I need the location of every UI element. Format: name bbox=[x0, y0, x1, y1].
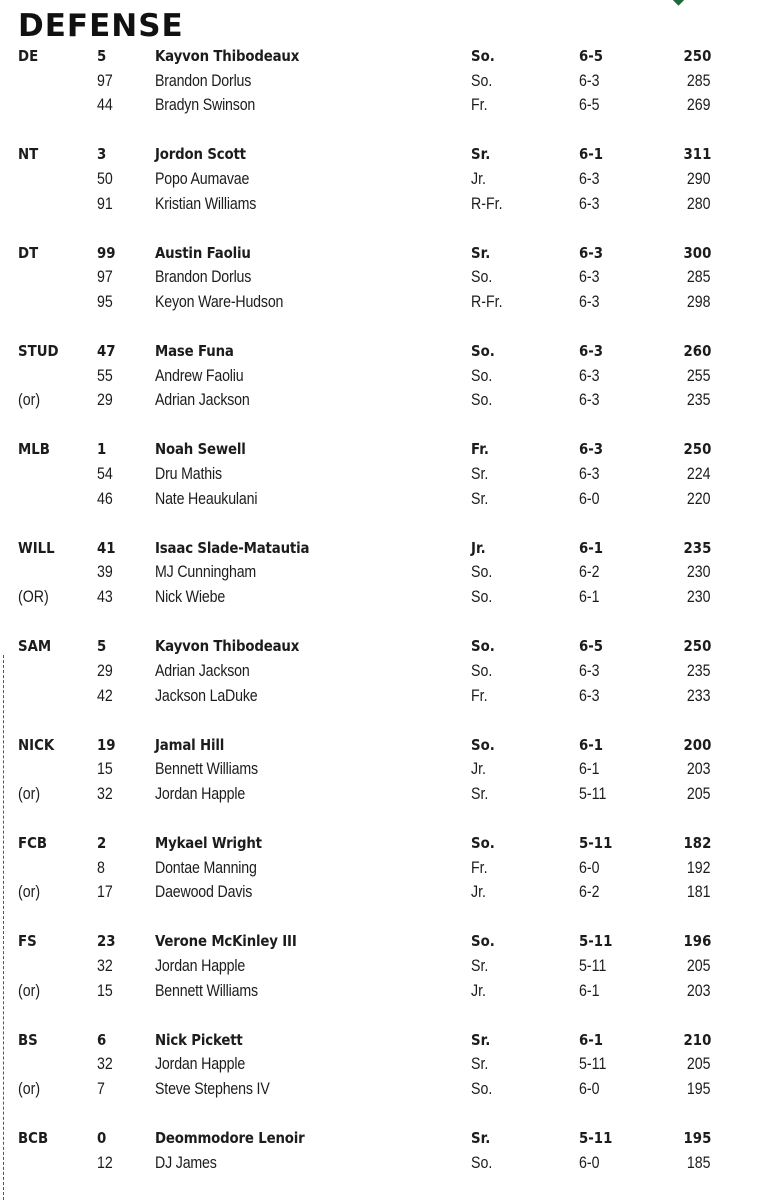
player-name: Bradyn Swinson bbox=[155, 96, 256, 115]
position-label: DE bbox=[18, 47, 39, 65]
player-weight: 203 bbox=[687, 760, 711, 779]
player-number: 32 bbox=[97, 956, 113, 975]
backup-row bbox=[0, 659, 757, 684]
position-label: MLB bbox=[18, 440, 50, 459]
player-weight: 285 bbox=[687, 71, 711, 90]
player-height: 6-3 bbox=[579, 194, 600, 213]
player-height: 6-1 bbox=[579, 1030, 604, 1049]
player-weight: 205 bbox=[687, 784, 711, 803]
starter-row bbox=[0, 634, 757, 659]
starter-row bbox=[0, 733, 757, 758]
player-class: Fr. bbox=[471, 858, 488, 877]
group-spacer bbox=[0, 413, 757, 437]
player-number: 8 bbox=[97, 858, 105, 877]
player-name: Dru Mathis bbox=[155, 465, 222, 484]
player-name: MJ Cunningham bbox=[155, 563, 257, 582]
starter-row bbox=[0, 1028, 757, 1053]
player-name: Brandon Dorlus bbox=[155, 71, 252, 90]
player-height: 5-11 bbox=[579, 1055, 607, 1074]
player-class: Sr. bbox=[471, 145, 491, 164]
player-height: 6-3 bbox=[579, 71, 600, 90]
player-height: 6-2 bbox=[579, 563, 600, 582]
position-label: STUD bbox=[18, 342, 59, 361]
player-height: 6-3 bbox=[579, 293, 600, 312]
player-number: 19 bbox=[97, 735, 116, 754]
player-weight: 182 bbox=[683, 833, 711, 852]
player-height: 5-11 bbox=[579, 956, 607, 975]
backup-row bbox=[0, 93, 757, 118]
player-name: Verone McKinley III bbox=[155, 932, 297, 951]
backup-row bbox=[0, 462, 757, 487]
player-weight: 250 bbox=[683, 637, 711, 656]
position-label: BS bbox=[18, 1030, 38, 1049]
player-name: Dontae Manning bbox=[155, 858, 257, 877]
player-number: 29 bbox=[97, 391, 113, 410]
player-name: Austin Faoliu bbox=[155, 243, 251, 262]
player-height: 6-0 bbox=[579, 489, 600, 508]
player-class: R-Fr. bbox=[471, 194, 503, 213]
backup-row bbox=[0, 856, 757, 881]
player-number: 17 bbox=[97, 883, 113, 902]
backup-row bbox=[0, 69, 757, 94]
player-number: 44 bbox=[97, 96, 113, 115]
backup-row bbox=[0, 364, 757, 389]
player-height: 6-1 bbox=[579, 538, 604, 557]
player-height: 6-3 bbox=[579, 686, 600, 705]
player-class: So. bbox=[471, 366, 493, 385]
player-number: 91 bbox=[97, 194, 113, 213]
player-height: 6-5 bbox=[579, 96, 600, 115]
player-name: Nick Wiebe bbox=[155, 588, 226, 607]
player-class: So. bbox=[471, 1079, 493, 1098]
player-number: 97 bbox=[97, 71, 113, 90]
player-class: So. bbox=[471, 735, 495, 754]
backup-row bbox=[0, 1052, 757, 1077]
player-number: 2 bbox=[97, 833, 107, 852]
alternate-qualifier: (or) bbox=[18, 391, 41, 410]
position-label: SAM bbox=[18, 637, 52, 656]
player-class: Sr. bbox=[471, 1030, 491, 1049]
player-class: So. bbox=[471, 661, 493, 680]
player-class: So. bbox=[471, 833, 495, 852]
player-number: 43 bbox=[97, 588, 113, 607]
group-spacer bbox=[0, 118, 757, 142]
player-number: 55 bbox=[97, 366, 113, 385]
player-name: Keyon Ware-Hudson bbox=[155, 293, 284, 312]
player-class: Sr. bbox=[471, 784, 489, 803]
position-label: NT bbox=[18, 145, 39, 164]
starter-row bbox=[0, 241, 757, 266]
player-height: 6-1 bbox=[579, 735, 604, 754]
player-height: 6-0 bbox=[579, 1153, 600, 1172]
player-name: DJ James bbox=[155, 1153, 217, 1172]
backup-row bbox=[0, 979, 757, 1004]
group-spacer bbox=[0, 315, 757, 339]
backup-row bbox=[0, 782, 757, 807]
player-number: 29 bbox=[97, 661, 113, 680]
player-height: 6-1 bbox=[579, 145, 604, 164]
player-name: Mase Funa bbox=[155, 342, 234, 361]
starter-row bbox=[0, 1126, 757, 1151]
player-height: 6-3 bbox=[579, 661, 600, 680]
player-height: 6-3 bbox=[579, 440, 604, 459]
player-weight: 298 bbox=[687, 293, 711, 312]
starter-row bbox=[0, 536, 757, 561]
player-weight: 200 bbox=[683, 735, 711, 754]
alternate-qualifier: (or) bbox=[18, 1079, 41, 1098]
player-height: 6-3 bbox=[579, 465, 600, 484]
player-weight: 311 bbox=[683, 145, 711, 164]
player-weight: 210 bbox=[683, 1030, 711, 1049]
player-number: 15 bbox=[97, 760, 113, 779]
player-class: So. bbox=[471, 563, 493, 582]
player-class: Jr. bbox=[471, 538, 486, 557]
group-spacer bbox=[0, 610, 757, 634]
player-weight: 235 bbox=[687, 661, 711, 680]
player-class: So. bbox=[471, 268, 493, 287]
backup-row bbox=[0, 1077, 757, 1102]
player-weight: 250 bbox=[683, 47, 711, 65]
player-number: 97 bbox=[97, 268, 113, 287]
backup-row bbox=[0, 684, 757, 709]
starter-row bbox=[0, 44, 757, 69]
player-name: Jordon Scott bbox=[155, 145, 246, 164]
player-height: 6-2 bbox=[579, 883, 600, 902]
player-name: Jordan Happle bbox=[155, 956, 246, 975]
starter-row bbox=[0, 142, 757, 167]
player-weight: 203 bbox=[687, 981, 711, 1000]
player-name: Deommodore Lenoir bbox=[155, 1128, 305, 1147]
player-number: 15 bbox=[97, 981, 113, 1000]
group-spacer bbox=[0, 708, 757, 732]
player-class: Sr. bbox=[471, 489, 489, 508]
alternate-qualifier: (or) bbox=[18, 981, 41, 1000]
player-height: 6-3 bbox=[579, 243, 604, 262]
player-height: 6-1 bbox=[579, 981, 600, 1000]
player-number: 5 bbox=[97, 637, 107, 656]
backup-row bbox=[0, 757, 757, 782]
player-weight: 205 bbox=[687, 1055, 711, 1074]
player-height: 6-3 bbox=[579, 391, 600, 410]
player-name: Jamal Hill bbox=[155, 735, 225, 754]
player-class: So. bbox=[471, 47, 495, 65]
player-weight: 230 bbox=[687, 563, 711, 582]
player-name: Adrian Jackson bbox=[155, 661, 250, 680]
player-class: So. bbox=[471, 342, 495, 361]
player-weight: 235 bbox=[683, 538, 711, 557]
position-label: NICK bbox=[18, 735, 55, 754]
position-label: DT bbox=[18, 243, 39, 262]
player-name: Kayvon Thibodeaux bbox=[155, 47, 300, 65]
player-height: 5-11 bbox=[579, 932, 613, 951]
player-name: Kristian Williams bbox=[155, 194, 257, 213]
player-weight: 220 bbox=[687, 489, 711, 508]
player-number: 7 bbox=[97, 1079, 105, 1098]
backup-row bbox=[0, 880, 757, 905]
player-name: Nate Heaukulani bbox=[155, 489, 258, 508]
backup-row bbox=[0, 192, 757, 217]
player-name: Adrian Jackson bbox=[155, 391, 250, 410]
player-number: 47 bbox=[97, 342, 116, 361]
player-class: Fr. bbox=[471, 96, 488, 115]
player-class: Jr. bbox=[471, 883, 486, 902]
player-number: 0 bbox=[97, 1128, 107, 1147]
player-name: Andrew Faoliu bbox=[155, 366, 244, 385]
player-weight: 195 bbox=[683, 1128, 711, 1147]
backup-row bbox=[0, 487, 757, 512]
player-class: Fr. bbox=[471, 440, 489, 459]
corner-diamond-icon bbox=[669, 0, 687, 6]
backup-row bbox=[0, 1151, 757, 1176]
group-spacer bbox=[0, 1102, 757, 1126]
backup-row bbox=[0, 167, 757, 192]
alternate-qualifier: (OR) bbox=[18, 588, 49, 607]
player-number: 50 bbox=[97, 170, 113, 189]
player-weight: 250 bbox=[683, 440, 711, 459]
starter-row bbox=[0, 339, 757, 364]
player-class: So. bbox=[471, 71, 493, 90]
player-weight: 224 bbox=[687, 465, 711, 484]
player-number: 32 bbox=[97, 784, 113, 803]
player-weight: 255 bbox=[687, 366, 711, 385]
player-height: 6-5 bbox=[579, 47, 604, 65]
player-height: 5-11 bbox=[579, 784, 607, 803]
player-weight: 235 bbox=[687, 391, 711, 410]
player-name: Jordan Happle bbox=[155, 1055, 246, 1074]
player-number: 39 bbox=[97, 563, 113, 582]
position-label: WILL bbox=[18, 538, 55, 557]
player-name: Isaac Slade-Matautia bbox=[155, 538, 310, 557]
player-class: Sr. bbox=[471, 465, 489, 484]
player-number: 12 bbox=[97, 1153, 113, 1172]
player-number: 95 bbox=[97, 293, 113, 312]
group-spacer bbox=[0, 905, 757, 929]
player-number: 46 bbox=[97, 489, 113, 508]
player-number: 6 bbox=[97, 1030, 107, 1049]
starter-row bbox=[0, 929, 757, 954]
player-height: 6-5 bbox=[579, 637, 604, 656]
player-height: 6-1 bbox=[579, 760, 600, 779]
player-name: Steve Stephens IV bbox=[155, 1079, 270, 1098]
player-class: Fr. bbox=[471, 686, 488, 705]
player-name: Mykael Wright bbox=[155, 833, 262, 852]
player-number: 99 bbox=[97, 243, 116, 262]
player-number: 42 bbox=[97, 686, 113, 705]
starter-row bbox=[0, 437, 757, 462]
player-weight: 300 bbox=[683, 243, 711, 262]
player-class: Jr. bbox=[471, 760, 486, 779]
player-weight: 260 bbox=[683, 342, 711, 361]
player-number: 5 bbox=[97, 47, 107, 65]
alternate-qualifier: (or) bbox=[18, 883, 41, 902]
player-weight: 192 bbox=[687, 858, 711, 877]
player-height: 5-11 bbox=[579, 1128, 613, 1147]
player-class: So. bbox=[471, 1153, 493, 1172]
player-height: 6-3 bbox=[579, 170, 600, 189]
player-height: 6-3 bbox=[579, 342, 604, 361]
player-class: So. bbox=[471, 391, 493, 410]
player-class: So. bbox=[471, 932, 495, 951]
player-weight: 195 bbox=[687, 1079, 711, 1098]
page-title: DEFENSE bbox=[18, 8, 184, 44]
player-weight: 185 bbox=[687, 1153, 711, 1172]
backup-row bbox=[0, 265, 757, 290]
player-number: 32 bbox=[97, 1055, 113, 1074]
player-weight: 196 bbox=[683, 932, 711, 951]
player-weight: 269 bbox=[687, 96, 711, 115]
player-weight: 233 bbox=[687, 686, 711, 705]
position-label: FS bbox=[18, 932, 37, 951]
player-class: Sr. bbox=[471, 1128, 491, 1147]
group-spacer bbox=[0, 512, 757, 536]
player-height: 6-3 bbox=[579, 268, 600, 287]
player-height: 6-3 bbox=[579, 366, 600, 385]
starter-row bbox=[0, 831, 757, 856]
player-height: 6-0 bbox=[579, 858, 600, 877]
player-name: Jordan Happle bbox=[155, 784, 246, 803]
player-name: Popo Aumavae bbox=[155, 170, 250, 189]
player-name: Jackson LaDuke bbox=[155, 686, 258, 705]
player-class: Sr. bbox=[471, 243, 491, 262]
player-class: So. bbox=[471, 588, 493, 607]
player-name: Brandon Dorlus bbox=[155, 268, 252, 287]
player-weight: 230 bbox=[687, 588, 711, 607]
player-weight: 285 bbox=[687, 268, 711, 287]
player-weight: 205 bbox=[687, 956, 711, 975]
player-class: Sr. bbox=[471, 956, 489, 975]
player-class: Jr. bbox=[471, 170, 486, 189]
player-number: 3 bbox=[97, 145, 107, 164]
player-class: Sr. bbox=[471, 1055, 489, 1074]
player-name: Kayvon Thibodeaux bbox=[155, 637, 300, 656]
alternate-qualifier: (or) bbox=[18, 784, 41, 803]
player-number: 1 bbox=[97, 440, 107, 459]
player-name: Bennett Williams bbox=[155, 760, 258, 779]
group-spacer bbox=[0, 1003, 757, 1027]
backup-row bbox=[0, 954, 757, 979]
player-name: Daewood Davis bbox=[155, 883, 253, 902]
player-height: 6-1 bbox=[579, 588, 600, 607]
player-weight: 181 bbox=[687, 883, 711, 902]
backup-row bbox=[0, 290, 757, 315]
player-class: Jr. bbox=[471, 981, 486, 1000]
player-weight: 280 bbox=[687, 194, 711, 213]
depth-chart bbox=[0, 44, 757, 1175]
group-spacer bbox=[0, 807, 757, 831]
player-class: So. bbox=[471, 637, 495, 656]
backup-row bbox=[0, 585, 757, 610]
player-number: 54 bbox=[97, 465, 113, 484]
player-number: 41 bbox=[97, 538, 116, 557]
player-height: 5-11 bbox=[579, 833, 613, 852]
player-number: 23 bbox=[97, 932, 116, 951]
player-name: Noah Sewell bbox=[155, 440, 246, 459]
player-name: Nick Pickett bbox=[155, 1030, 243, 1049]
player-class: R-Fr. bbox=[471, 293, 503, 312]
player-height: 6-0 bbox=[579, 1079, 600, 1098]
backup-row bbox=[0, 560, 757, 585]
position-label: FCB bbox=[18, 833, 48, 852]
player-weight: 290 bbox=[687, 170, 711, 189]
position-label: BCB bbox=[18, 1128, 49, 1147]
group-spacer bbox=[0, 216, 757, 240]
player-name: Bennett Williams bbox=[155, 981, 258, 1000]
backup-row bbox=[0, 388, 757, 413]
